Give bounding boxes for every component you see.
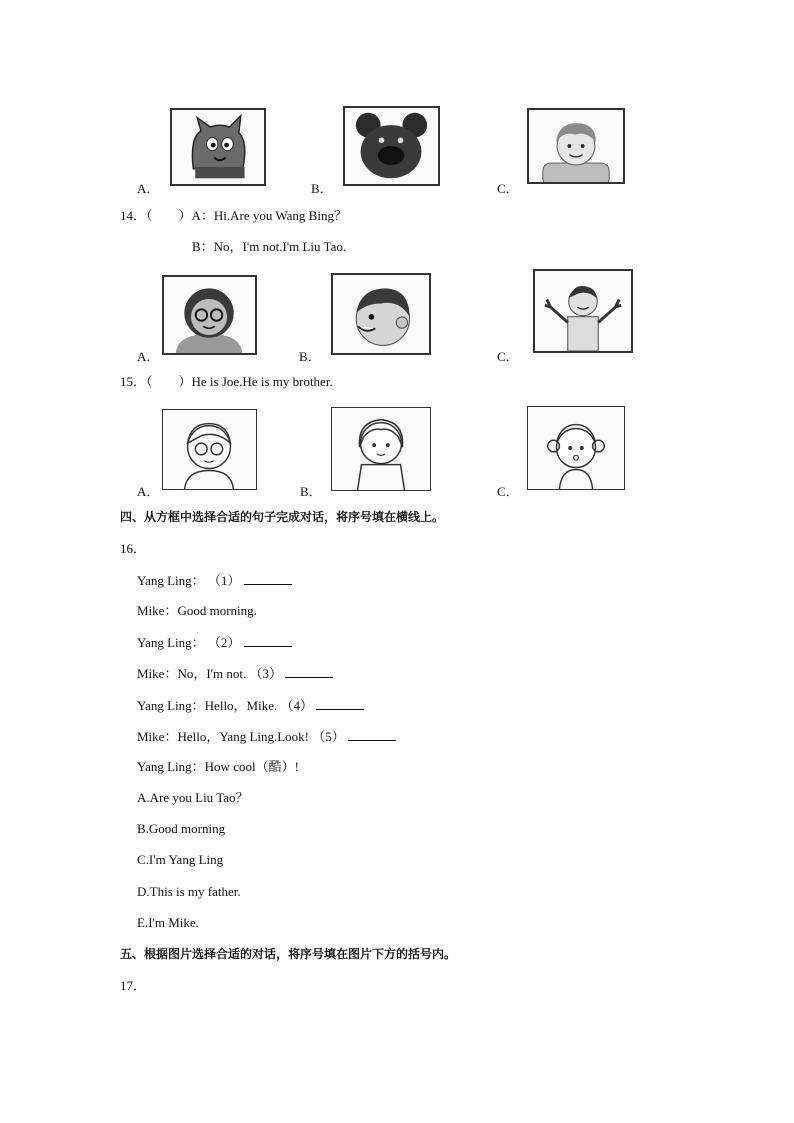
- q15-option-c: C．: [497, 484, 519, 499]
- section4-heading: 四、从方框中选择合适的句子完成对话，将序号填在横线上。: [120, 510, 445, 524]
- q13-picture-c: [527, 108, 625, 184]
- q15-line: [120, 374, 333, 390]
- dialogue-line-4: [137, 665, 333, 682]
- q14-option-a: A．: [137, 349, 160, 364]
- q15-option-a: A．: [137, 484, 160, 499]
- answer-blank-4[interactable]: [316, 697, 364, 710]
- q14-picture-b: [331, 273, 431, 355]
- boy-glasses-icon: [163, 410, 256, 489]
- q14-picture-c: [533, 269, 633, 353]
- answer-blank-5[interactable]: [348, 728, 396, 741]
- boy-waving-icon: [535, 271, 631, 351]
- q14-option-b: B．: [299, 349, 321, 364]
- dialogue-speaker: Yang Ling：: [137, 698, 205, 713]
- dialogue-line-3: [137, 634, 292, 651]
- q14-number: 14．（ ）: [120, 208, 192, 223]
- dialogue-speaker: Yang Ling：: [137, 635, 205, 650]
- girl-icon: [332, 408, 430, 490]
- dialogue-text: Hello，Yang Ling.Look! （5）: [177, 729, 345, 744]
- dialogue-speaker: Mike：: [137, 603, 178, 618]
- dialogue-text: Hello，Mike. （4）: [204, 698, 313, 713]
- mouse-icon: [345, 108, 438, 184]
- dialogue-speaker: Yang Ling：: [137, 759, 205, 774]
- answer-blank-2[interactable]: [244, 634, 292, 647]
- q13-option-c: C．: [497, 181, 519, 196]
- dialogue-speaker: Mike：: [137, 666, 178, 681]
- dialogue-text: （2）: [207, 635, 241, 650]
- dialogue-line-7: [137, 759, 299, 775]
- q13-option-b: B．: [311, 181, 333, 196]
- dialogue-line-1: [137, 572, 292, 589]
- girl-pigtails-icon: [528, 407, 624, 489]
- q14-option-c: C．: [497, 349, 519, 364]
- boy-side-icon: [333, 275, 429, 353]
- dialogue-text: No，I'm not. （3）: [177, 666, 282, 681]
- dialogue-line-6: [137, 728, 396, 745]
- girl-glasses-icon: [164, 277, 255, 353]
- dialogue-speaker: Yang Ling：: [137, 573, 205, 588]
- dialogue-text: How cool（酷）!: [204, 759, 299, 774]
- q15-text: He is Joe.He is my brother.: [191, 374, 333, 389]
- q13-option-a: A．: [137, 181, 160, 196]
- q14-picture-a: [162, 275, 257, 355]
- choice-d: D.This is my father.: [137, 884, 241, 899]
- cat-icon: [172, 110, 264, 184]
- dialogue-text: Good morning.: [177, 603, 257, 618]
- dialogue-line-2: [137, 603, 257, 619]
- q15-picture-a: [162, 409, 257, 490]
- q13-picture-b: [343, 106, 440, 186]
- answer-blank-1[interactable]: [244, 572, 292, 585]
- answer-blank-3[interactable]: [285, 665, 333, 678]
- dialogue-text: （1）: [207, 573, 241, 588]
- section5-heading: 五、根据图片选择合适的对话，将序号填在图片下方的括号内。: [120, 947, 457, 961]
- q14-dialogue-b: B：No，I'm not.I'm Liu Tao.: [192, 239, 347, 254]
- q15-option-b: B．: [300, 484, 322, 499]
- choice-b: B.Good morning: [137, 821, 226, 836]
- boy-icon: [529, 110, 623, 182]
- q13-picture-a: [170, 108, 266, 186]
- choice-a: A.Are you Liu Tao？: [137, 790, 249, 805]
- choice-c: C.I'm Yang Ling: [137, 852, 224, 867]
- q15-picture-c: [527, 406, 625, 490]
- q17-number: 17．: [120, 978, 147, 993]
- q14-dialogue-a: A：Hi.Are you Wang Bing？: [191, 208, 347, 223]
- q14-line-a: [120, 208, 347, 224]
- q15-number: 15．（ ）: [120, 374, 192, 389]
- q16-number: 16．: [120, 541, 147, 556]
- dialogue-speaker: Mike：: [137, 729, 178, 744]
- choice-e: E.I'm Mike.: [137, 915, 199, 930]
- q15-picture-b: [331, 407, 431, 491]
- dialogue-line-5: [137, 697, 364, 714]
